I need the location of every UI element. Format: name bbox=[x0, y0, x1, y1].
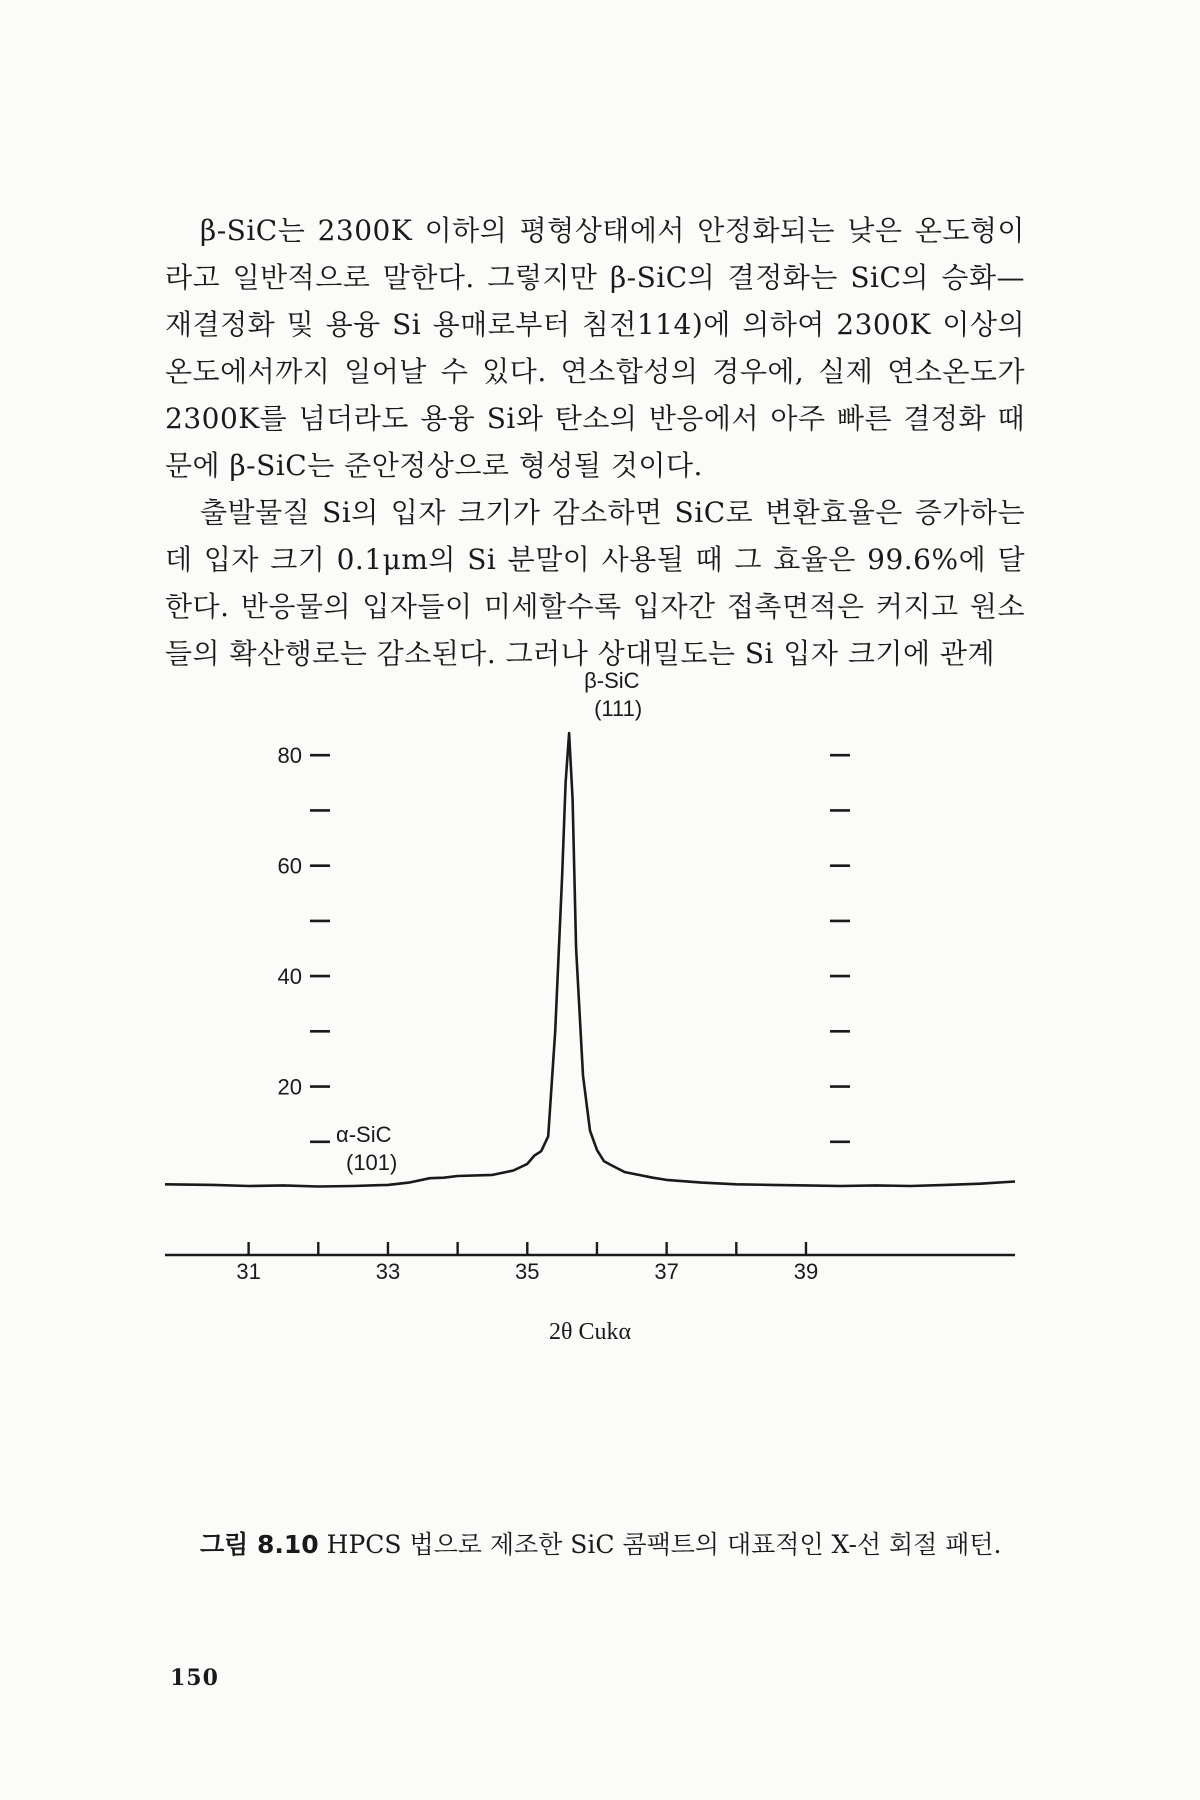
peak-sublabel-0: (111) bbox=[594, 696, 643, 721]
peak-sublabel-1: (101) bbox=[346, 1150, 398, 1175]
x-tick-label-33: 33 bbox=[375, 1259, 401, 1284]
y-tick-label-60: 60 bbox=[277, 853, 302, 879]
x-axis-label: 2θ Cukα bbox=[548, 1319, 632, 1345]
x-tick-label-37: 37 bbox=[654, 1259, 679, 1284]
page-number: 150 bbox=[170, 1665, 219, 1691]
y-tick-label-20: 20 bbox=[277, 1074, 302, 1100]
peak-label-0: β-SiC bbox=[584, 668, 640, 693]
x-tick-label-35: 35 bbox=[515, 1259, 540, 1284]
xrd-pattern-chart bbox=[0, 668, 1200, 1520]
body-paragraph-2: 출발물질 Si의 입자 크기가 감소하면 SiC로 변환효율은 증가하는데 입자 크기 0.1μm의 Si 분말이 사용될 때 그 효율은 99.6%에 달한다. 반응물의 입자들이 미세할수록 입자간 접촉면적은 커지고 원소들의 확산행로는 감소된다. 그러나 상대밀도는 Si 입자 크기에 관계 bbox=[165, 496, 1025, 670]
figure-caption-text: HPCS 법으로 제조한 SiC 콤팩트의 대표적인 X-선 회절 패턴. bbox=[326, 1530, 1002, 1559]
diffraction-trace bbox=[165, 733, 1015, 1186]
y-tick-label-80: 80 bbox=[277, 743, 302, 769]
x-tick-label-39: 39 bbox=[793, 1259, 819, 1284]
y-tick-label-40: 40 bbox=[277, 964, 302, 990]
figure-number: 그림 8.10 bbox=[200, 1530, 319, 1559]
x-tick-label-31: 31 bbox=[236, 1259, 261, 1284]
body-paragraph-1: β-SiC는 2300K 이하의 평형상태에서 안정화되는 낮은 온도형이라고 일반적으로 말한다. 그렇지만 β-SiC의 결정화는 SiC의 승화—재결정화 및 용융 Si 용매로부터 침전114)에 의하여 2300K 이상의 온도에서까지 일어날 수 있다. 연소합성의 경우에, 실제 연소온도가 2300K를 넘더라도 용융 Si와 탄소의 반응에서 아주 빠른 결정화 때문에 β-SiC는 준안정상으로 형성될 것이다. bbox=[165, 214, 1025, 482]
peak-label-1: α-SiC bbox=[336, 1122, 392, 1147]
figure-caption bbox=[200, 1528, 1060, 1562]
xrd-figure bbox=[0, 668, 1200, 1520]
